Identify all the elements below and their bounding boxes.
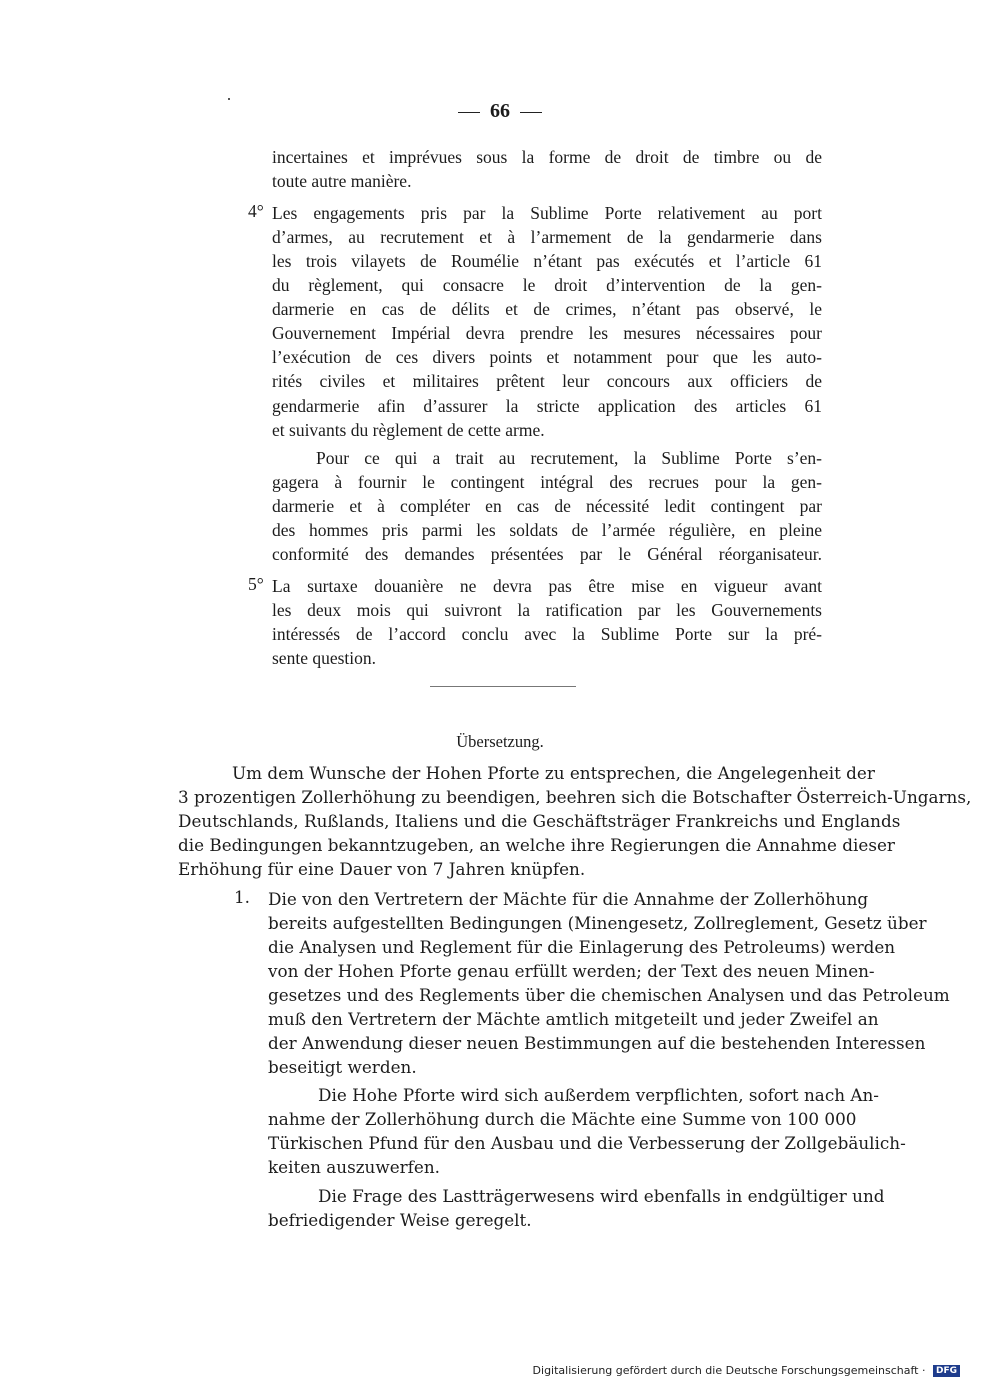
text-line: bereits aufgestellten Bedingungen (Minengesetz, Zollreglement, Gesetz über	[268, 913, 927, 933]
text-line: die Analysen und Reglement für die Einlagerung des Petroleums) werden	[268, 937, 896, 957]
text-line: muß den Vertretern der Mächte amtlich mitgeteilt und jeder Zweifel an	[268, 1009, 879, 1029]
text-line: gendarmerie afin d’assurer la stricte application des articles 61	[272, 396, 822, 416]
dfg-logo: DFG	[933, 1365, 960, 1377]
text-line: Erhöhung für eine Dauer von 7 Jahren knüpfen.	[178, 859, 586, 879]
text-line: La surtaxe douanière ne devra pas être mise en vigueur avant	[272, 576, 822, 596]
translation-title: Übersetzung.	[456, 732, 544, 751]
footer-text: Digitalisierung gefördert durch die Deutsche Forschungsgemeinschaft	[532, 1364, 919, 1377]
text-line: d’armes, au recrutement et à l’armement de la gendarmerie dans	[272, 227, 822, 247]
text-line: von der Hohen Pforte genau erfüllt werden; der Text des neuen Minen-	[268, 961, 875, 981]
text-line: Türkischen Pfund für den Ausbau und die Verbesserung der Zollgebäulich-	[268, 1133, 906, 1153]
text-line: intéressés de l’accord conclu avec la Sublime Porte sur la pré-	[272, 624, 822, 644]
text-line: les deux mois qui suivront la ratification par les Gouvernements	[272, 600, 822, 620]
page-number-header	[0, 100, 1000, 123]
text-line: Gouvernement Impérial devra prendre les mesures nécessaires pour	[272, 323, 822, 343]
item-number: 1.	[234, 887, 251, 907]
text-line: nahme der Zollerhöhung durch die Mächte eine Summe von 100 000	[268, 1109, 857, 1129]
text-line: toute autre manière.	[272, 171, 412, 191]
text-line: conformité des demandes présentées par le Général réorganisateur.	[272, 544, 822, 564]
text-line: der Anwendung dieser neuen Bestimmungen auf die bestehenden Interessen	[268, 1033, 926, 1053]
text-line: Um dem Wunsche der Hohen Pforte zu entsprechen, die Angelegenheit der	[232, 763, 875, 783]
text-line: Pour ce qui a trait au recrutement, la Sublime Porte s’en-	[316, 448, 822, 468]
text-line: 3 prozentigen Zollerhöhung zu beendigen, beehren sich die Botschafter Österreich-Ungarns,	[178, 787, 972, 807]
text-line: Die von den Vertretern der Mächte für die Annahme der Zollerhöhung	[268, 889, 869, 909]
text-line: les trois vilayets de Roumélie n’étant pas exécutés et l’article 61	[272, 251, 822, 271]
item-number: 4°	[248, 201, 264, 221]
item-number: 5°	[248, 574, 264, 594]
text-line: Die Frage des Lastträgerwesens wird ebenfalls in endgültiger und	[318, 1186, 885, 1206]
dash-right	[520, 112, 542, 113]
text-line: sente question.	[272, 648, 377, 668]
text-line: Die Hohe Pforte wird sich außerdem verpflichten, sofort nach An-	[318, 1085, 879, 1105]
page-number: 66	[490, 100, 510, 122]
text-line: befriedigender Weise geregelt.	[268, 1210, 532, 1230]
text-line: et suivants du règlement de cette arme.	[272, 420, 545, 440]
text-line: des hommes pris parmi les soldats de l’armée régulière, en pleine	[272, 520, 822, 540]
text-line: gesetzes und des Reglements über die chemischen Analysen und das Petroleum	[268, 985, 950, 1005]
text-line: darmerie et à compléter en cas de nécessité ledit contingent par	[272, 496, 822, 516]
text-line: Deutschlands, Rußlands, Italiens und die Geschäftsträger Frankreichs und Englands	[178, 811, 901, 831]
text-line: beseitigt werden.	[268, 1057, 417, 1077]
text-line: incertaines et imprévues sous la forme de droit de timbre ou de	[272, 147, 822, 167]
dash-left	[458, 112, 480, 113]
text-line: rités civiles et militaires prêtent leur concours aux officiers de	[272, 371, 822, 391]
text-line: die Bedingungen bekanntzugeben, an welche ihre Regierungen die Annahme dieser	[178, 835, 895, 855]
text-line: l’exécution de ces divers points et notamment pour que les auto-	[272, 347, 822, 367]
text-line: Les engagements pris par la Sublime Porte relativement au port	[272, 203, 822, 223]
text-line: darmerie en cas de délits et de crimes, n’étant pas observé, le	[272, 299, 822, 319]
text-line: keiten auszuwerfen.	[268, 1157, 440, 1177]
funding-footer: Digitalisierung gefördert durch die Deutsche Forschungsgemeinschaft · DFG	[533, 1364, 960, 1377]
text-line: gagera à fournir le contingent intégral des recrues pour la gen-	[272, 472, 822, 492]
section-separator	[430, 686, 576, 687]
text-line: du règlement, qui consacre le droit d’intervention de la gen-	[272, 275, 822, 295]
